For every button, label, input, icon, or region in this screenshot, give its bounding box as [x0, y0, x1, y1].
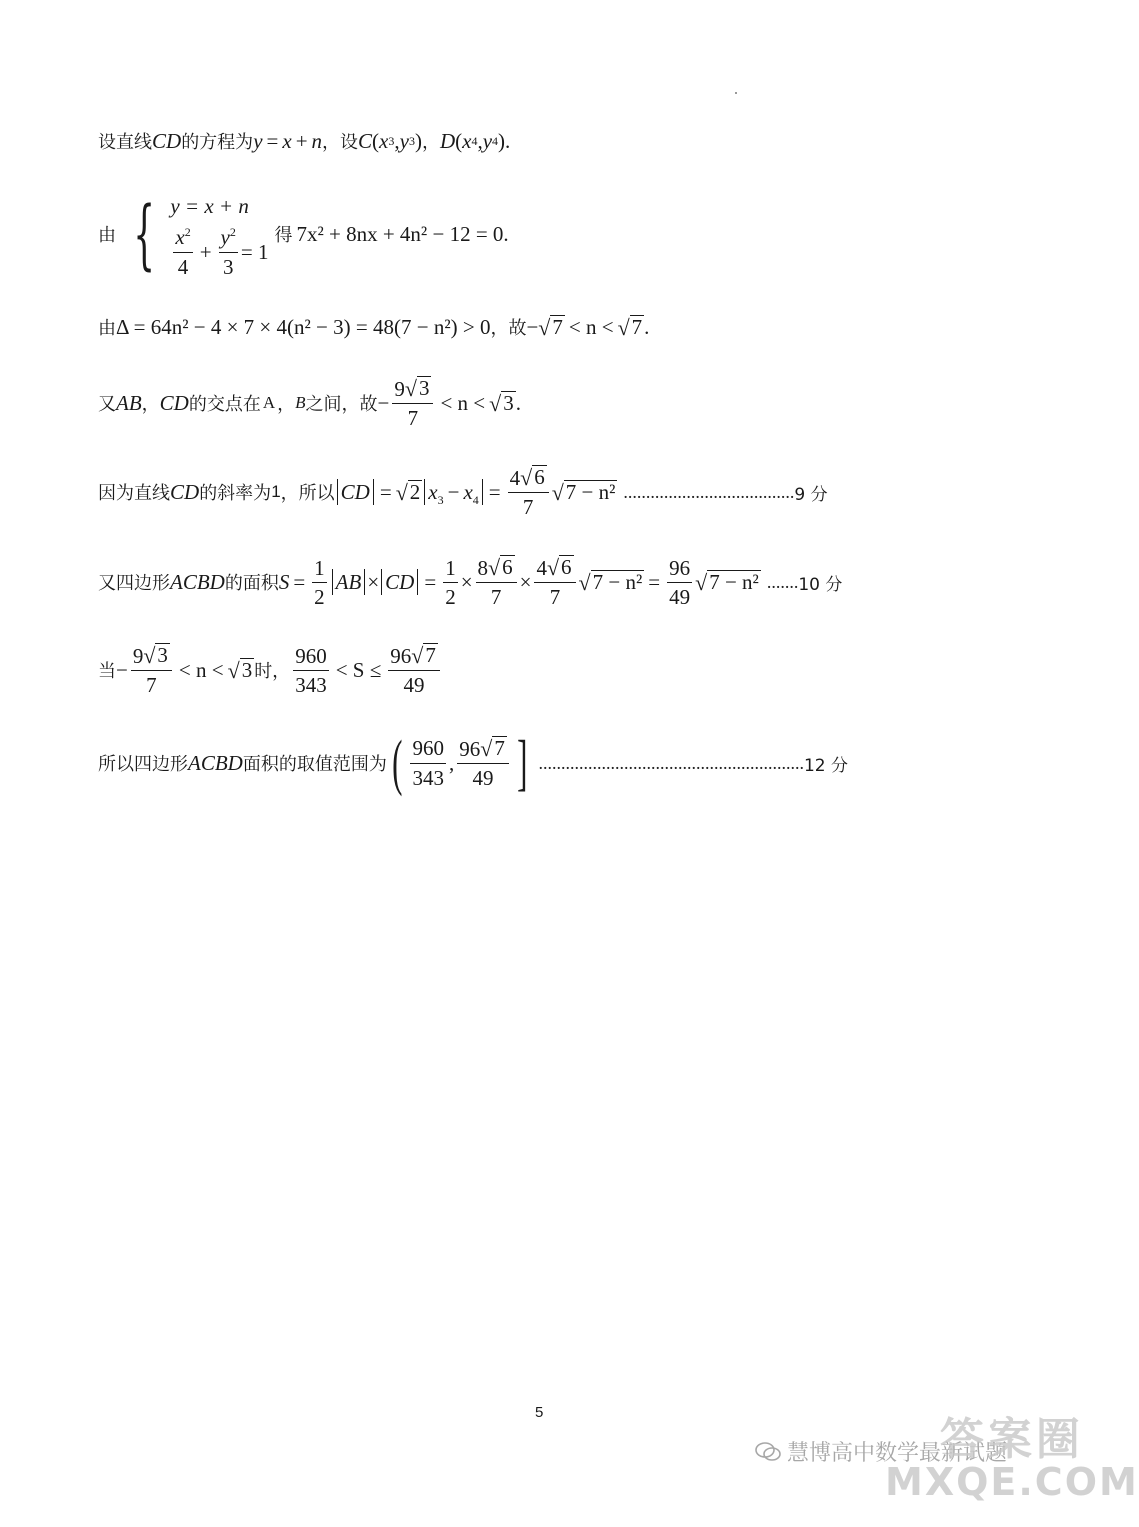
radicand: 7	[552, 314, 563, 339]
ineq: < n <	[440, 390, 486, 415]
brace: {	[133, 189, 156, 278]
den: 343	[295, 672, 327, 697]
var: CD	[159, 390, 189, 415]
eq: = 1	[240, 239, 269, 264]
radicand: 3	[241, 658, 253, 683]
score: 10 分	[798, 574, 843, 595]
den: 7	[490, 585, 502, 610]
var: ACBD	[170, 569, 225, 594]
text: 的斜率为	[199, 483, 272, 505]
minus: −	[377, 390, 390, 415]
quadratic: 7x² + 8nx + 4n² − 12 = 0	[296, 221, 504, 246]
leader-dots: .......	[766, 571, 799, 592]
comma: ,	[448, 750, 455, 775]
sub: 4	[472, 493, 479, 508]
var: y	[482, 128, 493, 153]
num: 9	[132, 644, 144, 669]
num: 8	[477, 556, 489, 581]
ineq: < n <	[568, 314, 614, 339]
wechat-icon	[755, 1442, 781, 1462]
line-1	[98, 128, 510, 154]
num: 1	[443, 556, 458, 583]
var: n	[311, 128, 323, 153]
text: ，	[277, 394, 296, 416]
text: 设直线	[98, 132, 152, 153]
left-paren: (	[391, 729, 403, 797]
radicand: 7	[631, 314, 643, 339]
num: 96	[459, 736, 481, 761]
num: 96	[667, 556, 692, 583]
eq: =	[293, 569, 306, 594]
den: 7	[407, 406, 419, 431]
leader-dots: ......................................	[623, 481, 795, 502]
ineq: < S ≤	[335, 657, 382, 682]
period: .	[644, 314, 650, 339]
number: 1	[271, 482, 281, 502]
text: ，	[421, 132, 440, 153]
var: CD	[385, 570, 415, 595]
var: x	[462, 128, 472, 153]
num: 1	[312, 556, 327, 583]
text: 的面积	[224, 573, 279, 595]
den: 49	[472, 766, 494, 791]
minus: −	[116, 657, 128, 682]
radicand: 3	[418, 376, 430, 400]
den: 7	[146, 673, 157, 698]
leader-dots: ...........................................................	[538, 752, 804, 773]
times: ×	[460, 569, 473, 594]
score: 12 分	[803, 755, 849, 776]
text: 面积的取值范围为	[242, 754, 387, 775]
minus: −	[447, 480, 460, 505]
text: 由	[98, 318, 116, 339]
radicand: 3	[157, 643, 168, 667]
text: ，故	[490, 318, 527, 339]
num: 4	[509, 466, 521, 491]
radicand: 7	[494, 735, 505, 760]
speck	[735, 92, 737, 94]
right-bracket: ]	[516, 729, 528, 797]
var: CD	[340, 480, 370, 505]
den: 4	[177, 254, 189, 279]
num: 4	[536, 556, 547, 581]
var: D	[439, 128, 456, 153]
times: ×	[519, 569, 532, 594]
radicand: 6	[534, 465, 545, 489]
num: 9	[394, 377, 405, 402]
point-d: D ( x 4 , y 4 ) .	[439, 128, 511, 153]
num: 96	[390, 644, 412, 669]
num: y	[220, 225, 230, 250]
text: ，设	[322, 132, 359, 153]
num: 960	[410, 736, 446, 763]
var-cd: CD	[152, 128, 182, 153]
num: 960	[293, 644, 329, 671]
num: x	[175, 225, 185, 250]
radicand: 6	[561, 555, 572, 579]
den: 3	[222, 254, 234, 279]
var: y	[253, 128, 263, 153]
times: ×	[367, 569, 380, 594]
score: 9 分	[794, 484, 828, 505]
eq: =	[424, 569, 437, 594]
var: x	[428, 480, 438, 505]
den: 49	[669, 584, 691, 609]
text: 之间，故	[305, 394, 378, 416]
text: 所以四边形	[98, 754, 188, 775]
den: 343	[412, 765, 444, 790]
den: 7	[549, 585, 561, 610]
text: 得	[274, 225, 293, 246]
radicand: 7 − n²	[565, 480, 616, 505]
point-c: C ( x 3 , y 3 )	[358, 128, 422, 153]
text: 又四边形	[98, 573, 170, 595]
discriminant: Δ = 64n² − 4 × 7 × 4(n² − 3) = 48(7 − n²) > 0	[116, 314, 491, 339]
var: C	[358, 128, 373, 153]
line-8: 所以四边形 ACBD 面积的取值范围为 ( $\frac{960}{343}$ , 96 √ 7 49 ] ........................................................... 12 分	[98, 729, 849, 797]
sub: 3	[437, 493, 444, 508]
eq-row-1: y = x + n	[170, 193, 249, 218]
text: 的交点在	[188, 394, 261, 416]
den: 2	[314, 584, 325, 609]
equation-system: y = x + n $\frac{x^2}{4}$ + $\frac{y^2}{3}$ = 1	[170, 193, 269, 279]
page-number: 5	[535, 1404, 544, 1421]
var: x	[463, 480, 473, 505]
var: S	[278, 569, 290, 594]
stamp-text: 答案圈	[939, 1414, 1084, 1465]
point-a: A	[262, 393, 276, 413]
line-7: 当 − 9 √ 3 7 < n < √ 3 时， $\frac{960}{343}$ < S ≤ 96 √ 7 49	[98, 643, 443, 697]
line-5: 因为直线 CD 的斜率为 1 ，所以 CD = √ 2 $x_3 - x_4$ = 4 √ 6 7 √ 7 − n² ...................................... 9 分	[98, 465, 828, 520]
var: AB	[116, 390, 142, 415]
point-b: B	[295, 393, 306, 413]
var: x	[379, 128, 389, 153]
den: 7	[522, 495, 534, 520]
period: .	[505, 128, 511, 153]
text: 时，	[254, 661, 291, 683]
line-3: 由 Δ = 64n² − 4 × 7 × 4(n² − 3) = 48(7 − n²) > 0 ，故 − √ 7 < n < √ 7 .	[98, 314, 650, 341]
text: ，	[141, 394, 160, 416]
line-2	[98, 188, 509, 280]
line-equation: y = x + n	[253, 128, 323, 153]
var: ACBD	[188, 750, 243, 775]
den: 49	[403, 673, 425, 698]
radicand: 7	[425, 643, 436, 667]
watermark-stamp	[885, 1414, 1139, 1504]
text: ，所以	[280, 483, 335, 505]
stamp-url: MXQE.COM	[885, 1460, 1139, 1504]
watermark-text: 慧博高中数学最新试题	[787, 1441, 1008, 1466]
text: 因为直线	[98, 483, 170, 505]
radicand: 3	[503, 391, 514, 416]
text: 又	[98, 394, 116, 416]
minus: −	[526, 314, 539, 339]
radicand: 6	[502, 555, 513, 579]
ineq: < n <	[178, 657, 224, 682]
radicand: 2	[409, 480, 421, 505]
line-4: 又 AB ， CD 的交点在 A ， B 之间，故 − 9 √ 3 7 < n < √ 3 .	[98, 376, 521, 431]
eq: =	[379, 479, 392, 504]
var: AB	[335, 570, 362, 595]
period: .	[515, 390, 521, 415]
line-6: 又四边形 ACBD 的面积 S = $\frac{1}{2}$ AB × CD = $\frac{1}{2}$ × 8 √ 6 7 × 4 √ 6 7 √ 7 − n² = $\frac{96}{49}$ √ 7 − n² ....... 10 分	[98, 555, 843, 610]
text: 的方程为	[181, 132, 254, 153]
period: .	[503, 221, 509, 246]
var: x	[282, 128, 292, 153]
eq: =	[488, 479, 501, 504]
var: y	[399, 128, 409, 153]
text: 当	[98, 661, 116, 683]
den: 2	[445, 584, 456, 609]
eq: =	[648, 569, 661, 594]
radicand: 7 − n²	[709, 570, 759, 595]
text: 由	[98, 225, 116, 246]
var: CD	[170, 479, 200, 504]
radicand: 7 − n²	[592, 570, 643, 595]
